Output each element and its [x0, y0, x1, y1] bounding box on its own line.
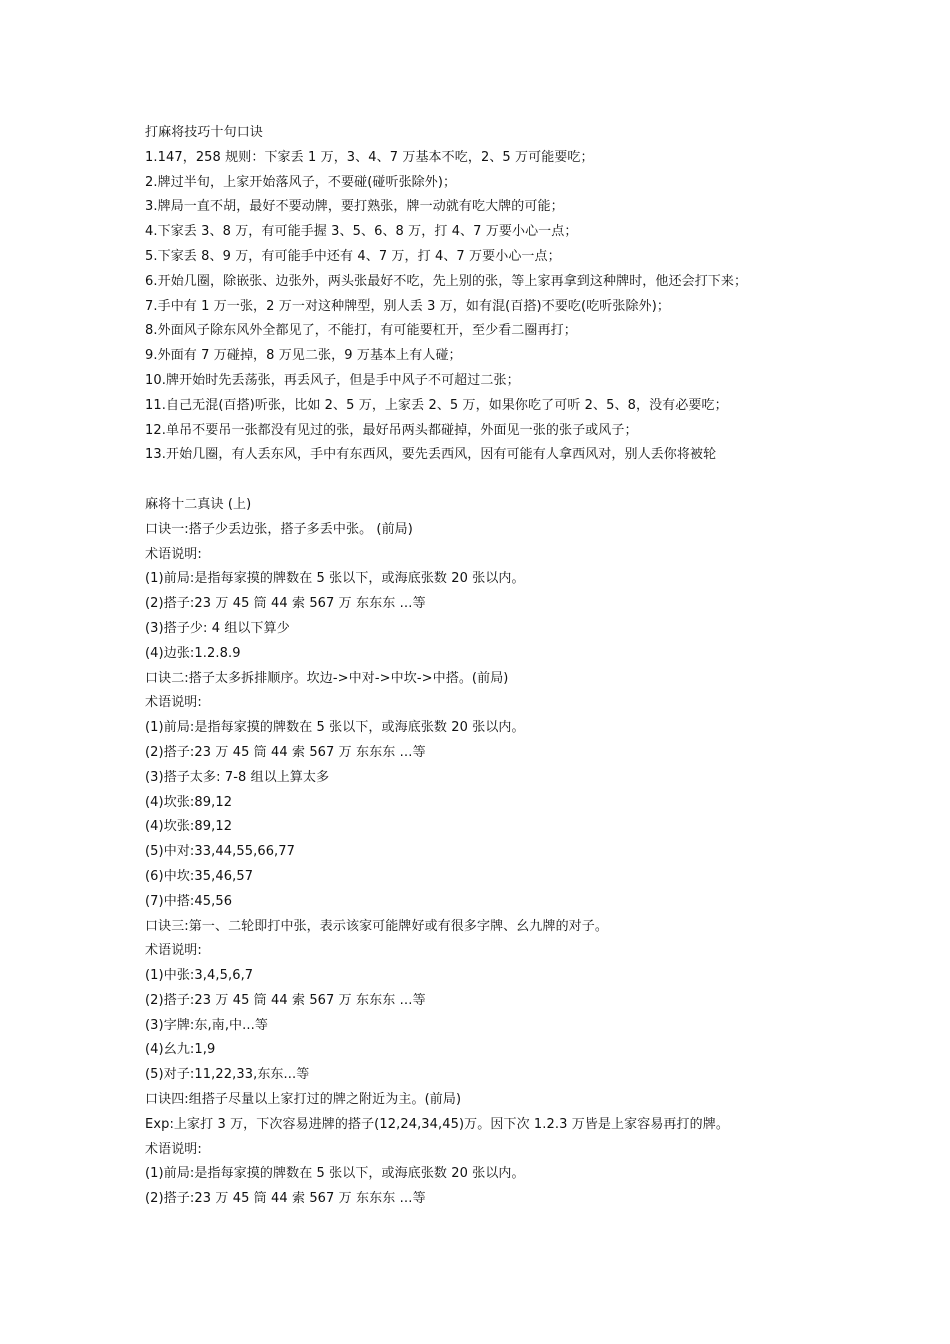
- rule-line: (4)幺九:1,9: [145, 1042, 216, 1058]
- tip-line: 8.外面风子除东风外全都见了，不能打，有可能要杠开，至少看二圈再打；: [145, 323, 577, 339]
- rule-line: (4)坎张:89,12: [145, 794, 233, 810]
- tip-line: 2.牌过半旬，上家开始落风子，不要碰(碰听张除外)；: [145, 174, 457, 190]
- rule-line: Exp:上家打 3 万，下次容易进牌的搭子(12,24,34,45)万。因下次 1.2.3 万皆是上家容易再打的牌。: [145, 1116, 729, 1132]
- rule-line: (5)中对:33,44,55,66,77: [145, 844, 296, 860]
- rule-line: (1)前局:是指每家摸的牌数在 5 张以下，或海底张数 20 张以内。: [145, 571, 525, 587]
- rule-line: 口诀四:组搭子尽量以上家打过的牌之附近为主。(前局): [145, 1092, 462, 1108]
- rule-line: 术语说明:: [145, 1141, 202, 1157]
- rule-line: (2)搭子:23 万 45 筒 44 索 567 万 东东东 …等: [145, 596, 426, 612]
- rule-line: (3)字牌:东,南,中...等: [145, 1017, 268, 1033]
- rule-line: (4)边张:1.2.8.9: [145, 645, 241, 661]
- rule-line: (7)中搭:45,56: [145, 893, 233, 909]
- rule-line: (1)前局:是指每家摸的牌数在 5 张以下，或海底张数 20 张以内。: [145, 720, 525, 736]
- rule-line: 口诀二:搭子太多拆排顺序。坎边->中对->中坎->中搭。(前局): [145, 670, 509, 686]
- rule-line: 术语说明:: [145, 943, 202, 959]
- tip-line: 13.开始几圈，有人丢东风，手中有东西风，要先丢西风，因有可能有人拿西风对，别人丢你将被轮: [145, 447, 717, 463]
- rule-line: (2)搭子:23 万 45 筒 44 索 567 万 东东东 …等: [145, 1191, 426, 1207]
- section-title-tips: 打麻将技巧十句口诀: [145, 125, 263, 140]
- tip-line: 11.自己无混(百搭)听张，比如 2、5 万，上家丢 2、5 万，如果你吃了可听 2、5、8，没有必要吃；: [145, 397, 728, 413]
- tip-line: 10.牌开始时先丢荡张，再丢风子，但是手中风子不可超过二张；: [145, 372, 520, 388]
- rule-line: 口诀一:搭子少丢边张，搭子多丢中张。 (前局): [145, 521, 413, 537]
- section-title-twelve: 麻将十二真诀 (上): [145, 496, 252, 512]
- rule-line: 术语说明:: [145, 546, 202, 562]
- rule-line: (5)对子:11,22,33,东东...等: [145, 1067, 310, 1083]
- rule-line: (4)坎张:89,12: [145, 819, 233, 835]
- document-body: [145, 121, 845, 1212]
- tip-line: 4.下家丢 3、8 万，有可能手握 3、5、6、8 万，打 4、7 万要小心一点；: [145, 224, 578, 240]
- tip-line: 12.单吊不要吊一张都没有见过的张，最好吊两头都碰掉，外面见一张的张子或风子；: [145, 422, 638, 438]
- rule-line: (1)中张:3,4,5,6,7: [145, 968, 254, 984]
- tip-line: 6.开始几圈，除嵌张、边张外，两头张最好不吃，先上别的张，等上家再拿到这种牌时，他还会打下来；: [145, 273, 748, 289]
- tip-line: 1.147，258 规则：下家丢 1 万，3、4、7 万基本不吃，2、5 万可能要吃；: [145, 149, 594, 165]
- rule-line: (3)搭子太多: 7-8 组以上算太多: [145, 769, 330, 785]
- rule-line: (2)搭子:23 万 45 筒 44 索 567 万 东东东 …等: [145, 744, 426, 760]
- tip-line: 3.牌局一直不胡，最好不要动牌，要打熟张，牌一动就有吃大牌的可能；: [145, 199, 564, 215]
- section-spacer: [145, 468, 845, 493]
- tip-line: 9.外面有 7 万碰掉，8 万见二张，9 万基本上有人碰；: [145, 348, 462, 364]
- tip-line: 7.手中有 1 万一张，2 万一对这种牌型，别人丢 3 万，如有混(百搭)不要吃(吃听张除外)；: [145, 298, 670, 314]
- rule-line: 口诀三:第一、二轮即打中张，表示该家可能牌好或有很多字牌、幺九牌的对子。: [145, 918, 608, 934]
- rule-line: (6)中坎:35,46,57: [145, 868, 254, 884]
- rule-line: (2)搭子:23 万 45 筒 44 索 567 万 东东东 …等: [145, 992, 426, 1008]
- rule-line: (1)前局:是指每家摸的牌数在 5 张以下，或海底张数 20 张以内。: [145, 1166, 525, 1182]
- rule-line: 术语说明:: [145, 695, 202, 711]
- tip-line: 5.下家丢 8、9 万，有可能手中还有 4、7 万，打 4、7 万要小心一点；: [145, 248, 561, 264]
- rule-line: (3)搭子少: 4 组以下算少: [145, 620, 290, 636]
